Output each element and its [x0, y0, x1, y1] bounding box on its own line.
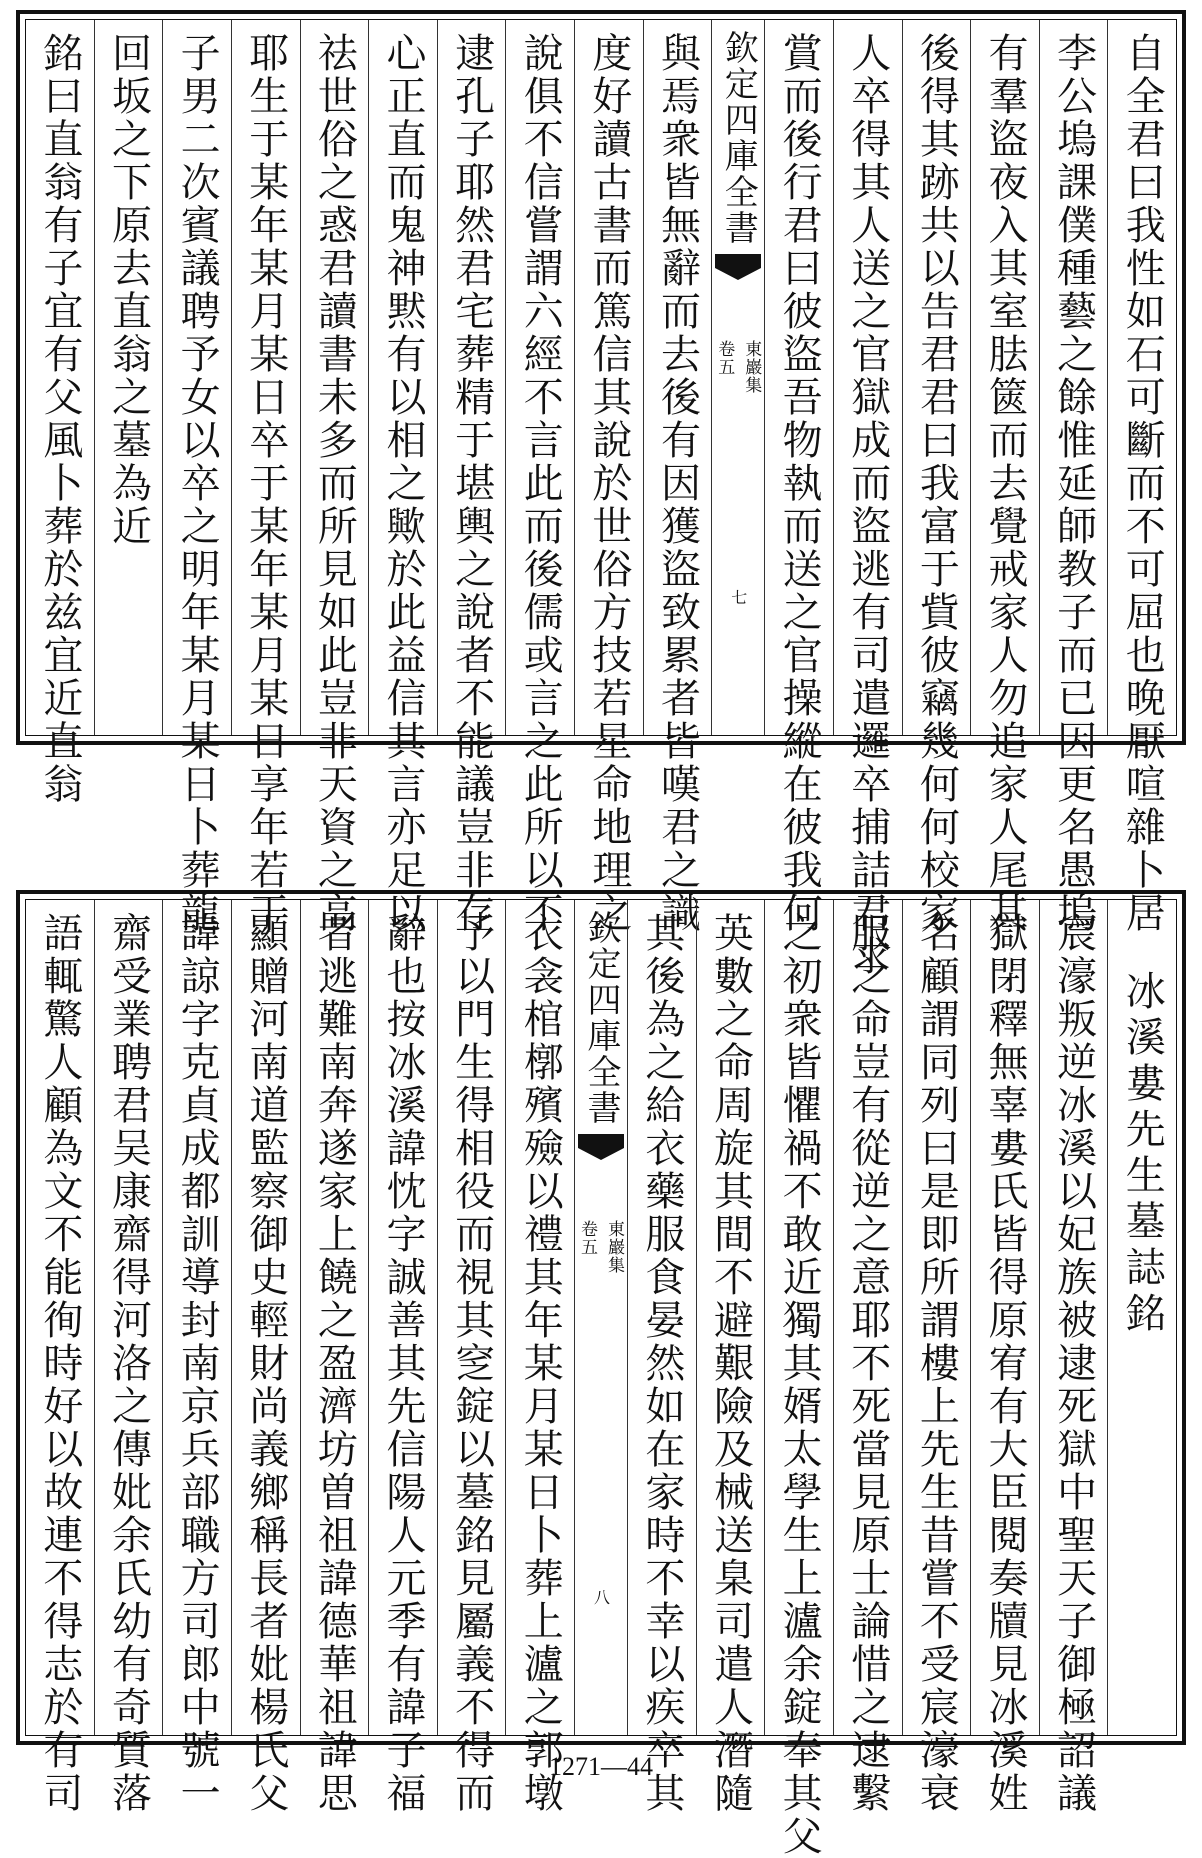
- page-frame: [25, 19, 1177, 978]
- column-text: 之初衆皆懼禍不敢近獨其婿太學生上瀘余錠奉其父: [776, 912, 823, 1858]
- column-text: 衣衾棺槨殯殮以禮其年某月某日卜葬上瀘之郭墩: [517, 912, 564, 1815]
- series-title: 欽定四庫全書: [581, 910, 621, 1126]
- page-footer-number: 1271—44: [549, 1752, 653, 1781]
- text-column: [902, 20, 971, 935]
- column-text: 賞而後行君曰彼盜吾物執而送之官操縱在彼我何: [776, 32, 823, 935]
- series-title: 欽定四庫全書: [718, 30, 759, 246]
- text-column: [970, 20, 1039, 935]
- column-text: 與焉衆皆無辭而去後有因獲盜致累者皆嘆君之識: [654, 32, 701, 935]
- column-text: 耶生于某年某月某日卒于某年某月某日享年若干: [242, 32, 289, 935]
- text-column: [437, 900, 506, 1815]
- column-text: 獄閉釋無辜婁氏皆得原宥有大臣閱奏牘見冰溪姓: [981, 912, 1028, 1815]
- column-text: 其後為之給衣藥服食晏然如在家時不幸以疾卒其: [638, 912, 685, 1815]
- text-column: [643, 20, 712, 935]
- text-column: [505, 20, 574, 935]
- column-text: 服之命豈有從逆之意耶不死當見原士論惜之逮繫: [844, 912, 891, 1815]
- text-column: [26, 20, 94, 806]
- text-column: [574, 20, 643, 935]
- book-title: 東巖集: [604, 1220, 624, 1274]
- column-text: 李公塢課僕種藝之餘惟延師教子而已因更名愚塢: [1050, 32, 1097, 935]
- column-text: 度好讀古書而篤信其說於世俗方技若星命地理之: [585, 32, 632, 935]
- fishtail-mark: [715, 254, 761, 280]
- essay-title-column: [1107, 900, 1176, 1735]
- center-gutter: [574, 900, 627, 1735]
- text-column: [94, 20, 163, 735]
- column-text: 者逃難南奔遂家上饒之盈濟坊曽祖諱德華祖諱思: [311, 912, 358, 1815]
- text-column: [627, 900, 696, 1815]
- column-text: 語輒驚人顧為文不能徇時好以故連不得志於有司: [36, 912, 83, 1815]
- column-text: 心正直而鬼神黙有以相之歟於此益信其言亦足以: [379, 32, 426, 935]
- text-columns: [26, 20, 1176, 978]
- column-text: 予以門生得相役而視其窆錠以墓銘見屬義不得而: [448, 912, 495, 1815]
- text-column: [162, 900, 231, 1815]
- page-number: 八: [591, 1589, 611, 1605]
- column-text: 自全君曰我性如石可斷而不可屈也晚厭喧雜卜居: [1119, 32, 1166, 935]
- volume-label: 卷五: [714, 340, 735, 376]
- text-column: [1039, 20, 1108, 935]
- text-column: [162, 20, 231, 935]
- text-column: [1039, 900, 1108, 1815]
- column-text: 逮孔子耶然君宅葬精于堪輿之說者不能議豈非存: [448, 32, 495, 935]
- text-column: [902, 900, 971, 1815]
- column-text: 名顧謂同列曰是即所謂樓上先生昔嘗不受宸濠衰: [913, 912, 960, 1815]
- column-text: 人卒得其人送之官獄成而盜逃有司遣邏卒捕詰君求: [844, 32, 891, 978]
- essay-title: 冰溪婁先生墓誌銘: [1119, 970, 1166, 1338]
- column-text: 後得其跡共以告君君曰我富于貲彼竊幾何何校家: [913, 32, 960, 935]
- text-column: [1107, 20, 1176, 935]
- page-number: 七: [728, 589, 748, 605]
- page-upper: [16, 10, 1186, 978]
- text-column: [437, 20, 506, 935]
- column-text: 回坂之下原去直翁之墓為近: [105, 32, 152, 548]
- text-column: [764, 900, 833, 1858]
- text-column: [94, 900, 163, 1815]
- volume-label: 卷五: [577, 1220, 597, 1256]
- book-title: 東巖集: [741, 340, 762, 394]
- column-text: 子男二次賓議聘予女以卒之明年某月某日卜葬龍: [174, 32, 221, 935]
- text-column: [696, 900, 765, 1815]
- fishtail-mark: [578, 1134, 624, 1160]
- text-column: [300, 900, 369, 1815]
- center-gutter: [711, 20, 764, 735]
- column-text: 祛世俗之惑君讀書未多而所見如此豈非天資之高: [311, 32, 358, 935]
- text-column: [231, 900, 300, 1815]
- gutter-meta: [712, 340, 764, 394]
- column-text: 有羣盜夜入其室胠篋而去覺戒家人勿追家人尾其: [981, 32, 1028, 935]
- column-text: 說俱不信嘗謂六經不言此而後儒或言之此所以不: [517, 32, 564, 935]
- column-text: 諱諒字克貞成都訓導封南京兵部職方司郎中號一: [174, 912, 221, 1815]
- text-column: [368, 900, 437, 1815]
- text-column: [764, 20, 833, 935]
- column-text: 辭也按冰溪諱忱字誠善其先信陽人元季有諱子福: [379, 912, 426, 1815]
- text-column: [833, 20, 902, 978]
- column-text: 顯贈河南道監察御史輕財尚義鄉稱長者妣楊氏父: [242, 912, 289, 1815]
- column-text: 銘曰直翁有子宜有父風卜葬於兹宜近直翁: [36, 32, 83, 806]
- text-column: [300, 20, 369, 935]
- column-text: 宸濠叛逆冰溪以妃族被逮死獄中聖天子御極詔議: [1050, 912, 1097, 1815]
- text-column: [26, 900, 94, 1815]
- text-column: [505, 900, 574, 1815]
- column-text: 齋受業聘君吴康齋得河洛之傳妣余氏幼有奇質落: [105, 912, 152, 1815]
- text-column: [231, 20, 300, 935]
- text-column: [368, 20, 437, 935]
- text-column: [970, 900, 1039, 1815]
- text-column: [833, 900, 902, 1815]
- gutter-meta: [575, 1220, 627, 1274]
- column-text: 英數之命周旋其間不避艱險及械送臬司遣人潛隨: [707, 912, 754, 1815]
